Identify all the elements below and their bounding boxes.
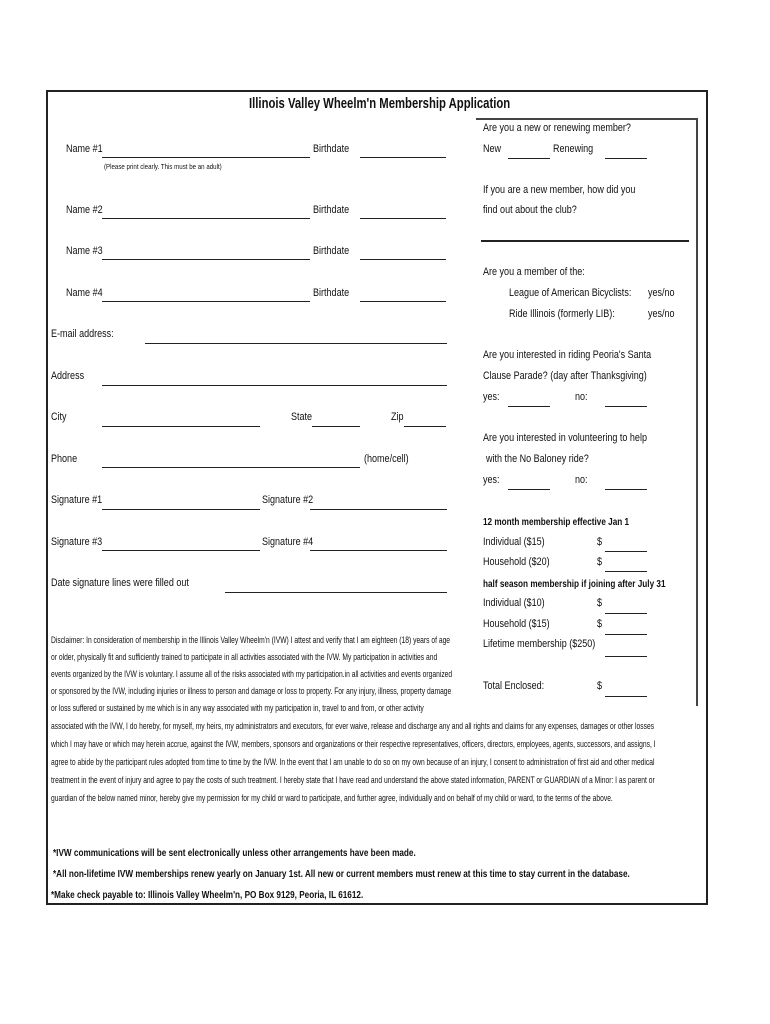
parade-yes-field[interactable] [508, 406, 550, 407]
name2-field[interactable] [102, 218, 310, 219]
volunteer-yes-label: yes: [483, 474, 500, 486]
phone-field[interactable] [102, 467, 360, 468]
half-season-heading: half season membership if joining after July 31 [483, 578, 666, 590]
email-field[interactable] [145, 343, 447, 344]
household15-dollar: $ [597, 618, 603, 630]
note-payable: *Make check payable to: Illinois Valley Wheelm'n, PO Box 9129, Peoria, IL 61612. [51, 889, 364, 901]
volunteer-yes-field[interactable] [508, 489, 550, 490]
ride-illinois-yesno[interactable]: yes/no [648, 308, 675, 320]
disclaimer-line: which I may have or which may herein accrue, against the IVW, members, sponsors and organizations or their respective representatives, officers, directors, employees, agents, successors, and assigns, I [51, 739, 656, 750]
home-cell-label: (home/cell) [364, 453, 409, 465]
disclaimer-line: agree to abide by the participant rules adopted from time to time by the IVW. In the event that I am unable to do so on my own because of an injury, I consent to administration of first aid and other medical [51, 757, 655, 768]
form-title: Illinois Valley Wheelm'n Membership Application [249, 96, 511, 112]
renewing-field[interactable] [605, 158, 647, 159]
name2-label: Name #2 [66, 204, 103, 216]
date-signature-field[interactable] [225, 592, 447, 593]
new-or-renew-question: Are you a new or renewing member? [483, 122, 631, 134]
note-communications: *IVW communications will be sent electronically unless other arrangements have been made. [53, 847, 416, 859]
birthdate2-field[interactable] [360, 218, 446, 219]
zip-field[interactable] [404, 426, 446, 427]
birthdate1-label: Birthdate [313, 143, 350, 155]
signature3-field[interactable] [102, 550, 260, 551]
disclaimer-line: events organized by the IVW is voluntary. I assume all of the risks associated with my participation.in all activities and events organized [51, 669, 453, 680]
renewing-label: Renewing [553, 143, 594, 155]
total-label: Total Enclosed: [483, 680, 545, 692]
volunteer-question-line1: Are you interested in volunteering to help [483, 432, 647, 444]
name3-field[interactable] [102, 259, 310, 260]
signature4-label: Signature #4 [262, 536, 314, 548]
birthdate2-label: Birthdate [313, 204, 350, 216]
signature3-label: Signature #3 [51, 536, 103, 548]
signature1-label: Signature #1 [51, 494, 103, 506]
birthdate3-label: Birthdate [313, 245, 350, 257]
parade-no-field[interactable] [605, 406, 647, 407]
individual10-dollar: $ [597, 597, 603, 609]
phone-label: Phone [51, 453, 78, 465]
find-out-question-line1: If you are a new member, how did you [483, 184, 636, 196]
signature2-label: Signature #2 [262, 494, 314, 506]
birthdate4-label: Birthdate [313, 287, 350, 299]
zip-label: Zip [391, 411, 404, 423]
name4-label: Name #4 [66, 287, 103, 299]
household15-field[interactable] [605, 634, 647, 635]
disclaimer-line: treatment in the event of injury and agree to pay the costs of such treatment. I hereby state that I have read and understand the above stated information, PARENT or GUARDIAN of a Minor: I as parent or [51, 775, 655, 786]
volunteer-question-line2: with the No Baloney ride? [486, 453, 589, 465]
signature4-field[interactable] [310, 550, 447, 551]
parade-question-line1: Are you interested in riding Peoria's Santa [483, 349, 652, 361]
lab-label: League of American Bicyclists: [509, 287, 632, 299]
lifetime-field[interactable] [605, 656, 647, 657]
state-field[interactable] [312, 426, 360, 427]
twelve-month-heading: 12 month membership effective Jan 1 [483, 516, 630, 528]
individual15-dollar: $ [597, 536, 603, 548]
city-label: City [51, 411, 67, 423]
disclaimer-line: or sponsored by the IVW, including injuries or illness to person and damage or loss to property. For any injury, illness, property damage [51, 686, 452, 697]
household20-field[interactable] [605, 571, 647, 572]
new-field[interactable] [508, 158, 550, 159]
address-field[interactable] [102, 385, 447, 386]
signature1-field[interactable] [102, 509, 260, 510]
parade-question-line2: Clause Parade? (day after Thanksgiving) [483, 370, 647, 382]
parade-no-label: no: [575, 391, 588, 403]
individual10-label: Individual ($10) [483, 597, 545, 609]
disclaimer-line: or loss suffered or sustained by me which is in any way associated with my participation in, travel to and from, or other activity [51, 703, 424, 714]
disclaimer-line: or older, physically fit and sufficiently trained to participate in all activities associated with the IVW. My participation in activities and [51, 652, 438, 663]
disclaimer-line: guardian of the below named minor, hereby give my permission for my child or ward to participate, and further agree, individually and on behalf of my child or ward, to the terms of the above. [51, 793, 613, 804]
household20-dollar: $ [597, 556, 603, 568]
state-label: State [291, 411, 313, 423]
volunteer-no-field[interactable] [605, 489, 647, 490]
total-field[interactable] [605, 696, 647, 697]
volunteer-no-label: no: [575, 474, 588, 486]
household20-label: Household ($20) [483, 556, 550, 568]
individual15-label: Individual ($15) [483, 536, 545, 548]
email-label: E-mail address: [51, 328, 114, 340]
parade-yes-label: yes: [483, 391, 500, 403]
find-out-field[interactable] [481, 240, 689, 242]
disclaimer-line: Disclaimer: In consideration of membership in the Illinois Valley Wheelm'n (IVW) I attest and verify that I am eighteen (18) years of age [51, 635, 451, 646]
name1-field[interactable] [102, 157, 310, 158]
address-label: Address [51, 370, 85, 382]
note-renewal: *All non-lifetime IVW memberships renew yearly on January 1st. All new or current members must renew at this time to stay current in the database. [53, 868, 630, 880]
signature2-field[interactable] [310, 509, 447, 510]
lab-yesno[interactable]: yes/no [648, 287, 675, 299]
birthdate3-field[interactable] [360, 259, 446, 260]
birthdate4-field[interactable] [360, 301, 446, 302]
household15-label: Household ($15) [483, 618, 550, 630]
name4-field[interactable] [102, 301, 310, 302]
individual10-field[interactable] [605, 613, 647, 614]
find-out-question-line2: find out about the club? [483, 204, 577, 216]
date-signature-label: Date signature lines were filled out [51, 577, 189, 589]
member-of-question: Are you a member of the: [483, 266, 585, 278]
lifetime-label: Lifetime membership ($250) [483, 638, 596, 650]
print-note: (Please print clearly. This must be an adult) [104, 162, 222, 171]
total-dollar: $ [597, 680, 603, 692]
new-label: New [483, 143, 502, 155]
disclaimer-line: associated with the IVW, I do hereby, for myself, my heirs, my administrators and executors, for ever waive, release and discharge any and all rights and claims for any expenses, damages or other losses [51, 721, 655, 732]
ride-illinois-label: Ride Illinois (formerly LIB): [509, 308, 615, 320]
individual15-field[interactable] [605, 551, 647, 552]
birthdate1-field[interactable] [360, 157, 446, 158]
name1-label: Name #1 [66, 143, 103, 155]
city-field[interactable] [102, 426, 260, 427]
name3-label: Name #3 [66, 245, 103, 257]
